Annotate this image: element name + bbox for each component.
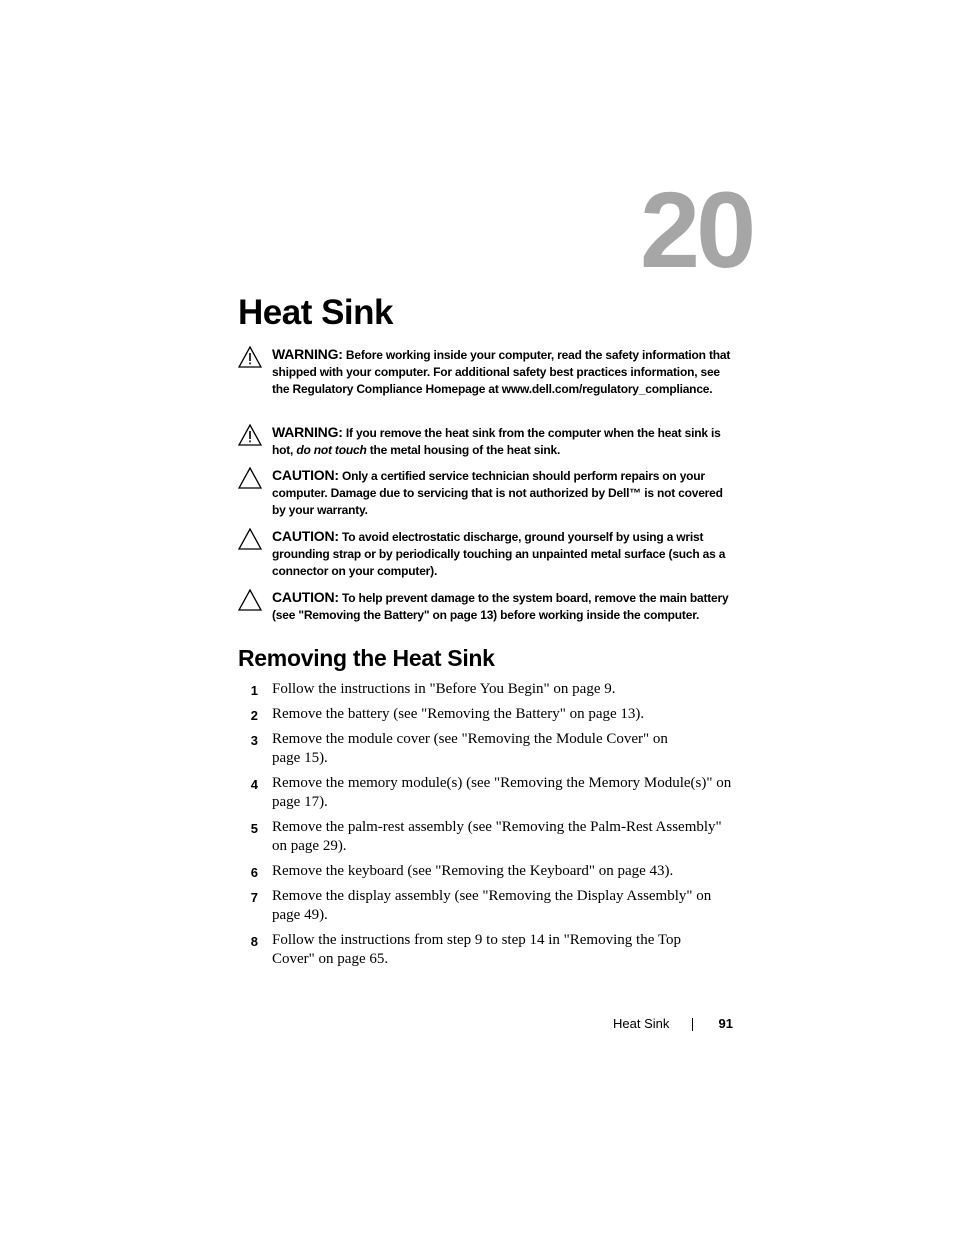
step-item	[238, 862, 738, 881]
page-title: Heat Sink	[238, 293, 393, 332]
footer-divider	[692, 1018, 693, 1031]
chapter-number: 20	[640, 169, 753, 290]
step-text: Follow the instructions in "Before You Begin" on page 9.	[272, 681, 616, 697]
caution-triangle-icon	[238, 528, 262, 550]
step-item	[238, 774, 738, 812]
step-item	[238, 730, 688, 768]
warning-label: WARNING:	[272, 424, 343, 440]
caution-triangle-icon	[238, 589, 262, 611]
step-text: Remove the display assembly (see "Removing the Display Assembly" on page 49).	[272, 888, 712, 923]
warning-text-after: the metal housing of the heat sink.	[369, 443, 561, 457]
step-text: Remove the module cover (see "Removing the Module Cover" on page 15).	[272, 731, 668, 766]
caution-notice-esd	[238, 528, 738, 580]
page-footer	[600, 1014, 735, 1034]
step-number: 3	[250, 733, 258, 748]
warning-notice-hot	[238, 424, 738, 459]
warning-triangle-icon	[238, 346, 262, 368]
warning-text-before: If you remove the heat sink from the computer when the heat sink is hot,	[272, 426, 721, 457]
caution-notice-battery	[238, 589, 738, 624]
caution-text: Only a certified service technician should perform repairs on your computer. Damage due to servicing that is not authorized by Dell™ is not covered by your warranty.	[272, 469, 723, 517]
section-title: Removing the Heat Sink	[238, 645, 495, 671]
step-number: 8	[250, 934, 258, 949]
warning-notice-safety	[238, 346, 738, 398]
step-number: 6	[250, 865, 258, 880]
step-item	[238, 818, 738, 856]
step-item	[238, 887, 738, 925]
caution-label: CAUTION:	[272, 589, 339, 605]
step-number: 7	[250, 890, 258, 905]
caution-text: To avoid electrostatic discharge, ground yourself by using a wrist grounding strap or by periodically touching an unpainted metal surface (such as a connector on your computer).	[272, 530, 726, 578]
step-number: 5	[250, 821, 258, 836]
caution-triangle-icon	[238, 467, 262, 489]
caution-label: CAUTION:	[272, 528, 339, 544]
warning-text: Before working inside your computer, read the safety information that shipped with your computer. For additional safety best practices information, see the Regulatory Compliance Homepage at www.dell.com/regulatory_compliance.	[272, 348, 731, 396]
step-number: 4	[250, 777, 258, 792]
page-number: 91	[718, 1016, 733, 1031]
footer-title: Heat Sink	[613, 1016, 670, 1031]
warning-label: WARNING:	[272, 346, 343, 362]
step-item	[238, 931, 718, 969]
caution-text: To help prevent damage to the system board, remove the main battery (see "Removing the Battery" on page 13) before working inside the computer.	[272, 591, 729, 622]
step-item	[238, 680, 738, 699]
step-number: 2	[250, 708, 258, 723]
step-text: Remove the memory module(s) (see "Removing the Memory Module(s)" on page 17).	[272, 775, 732, 810]
step-item	[238, 705, 738, 724]
caution-label: CAUTION:	[272, 467, 339, 483]
step-text: Remove the palm-rest assembly (see "Removing the Palm-Rest Assembly" on page 29).	[272, 819, 722, 854]
warning-emphasis: do not touch	[296, 443, 367, 457]
step-text: Remove the battery (see "Removing the Battery" on page 13).	[272, 706, 645, 722]
step-number: 1	[250, 683, 258, 698]
caution-notice-technician	[238, 467, 738, 519]
step-text: Follow the instructions from step 9 to step 14 in "Removing the Top Cover" on page 65.	[272, 932, 681, 967]
procedure-steps	[238, 680, 738, 975]
step-text: Remove the keyboard (see "Removing the Keyboard" on page 43).	[272, 863, 674, 879]
warning-triangle-icon	[238, 424, 262, 446]
